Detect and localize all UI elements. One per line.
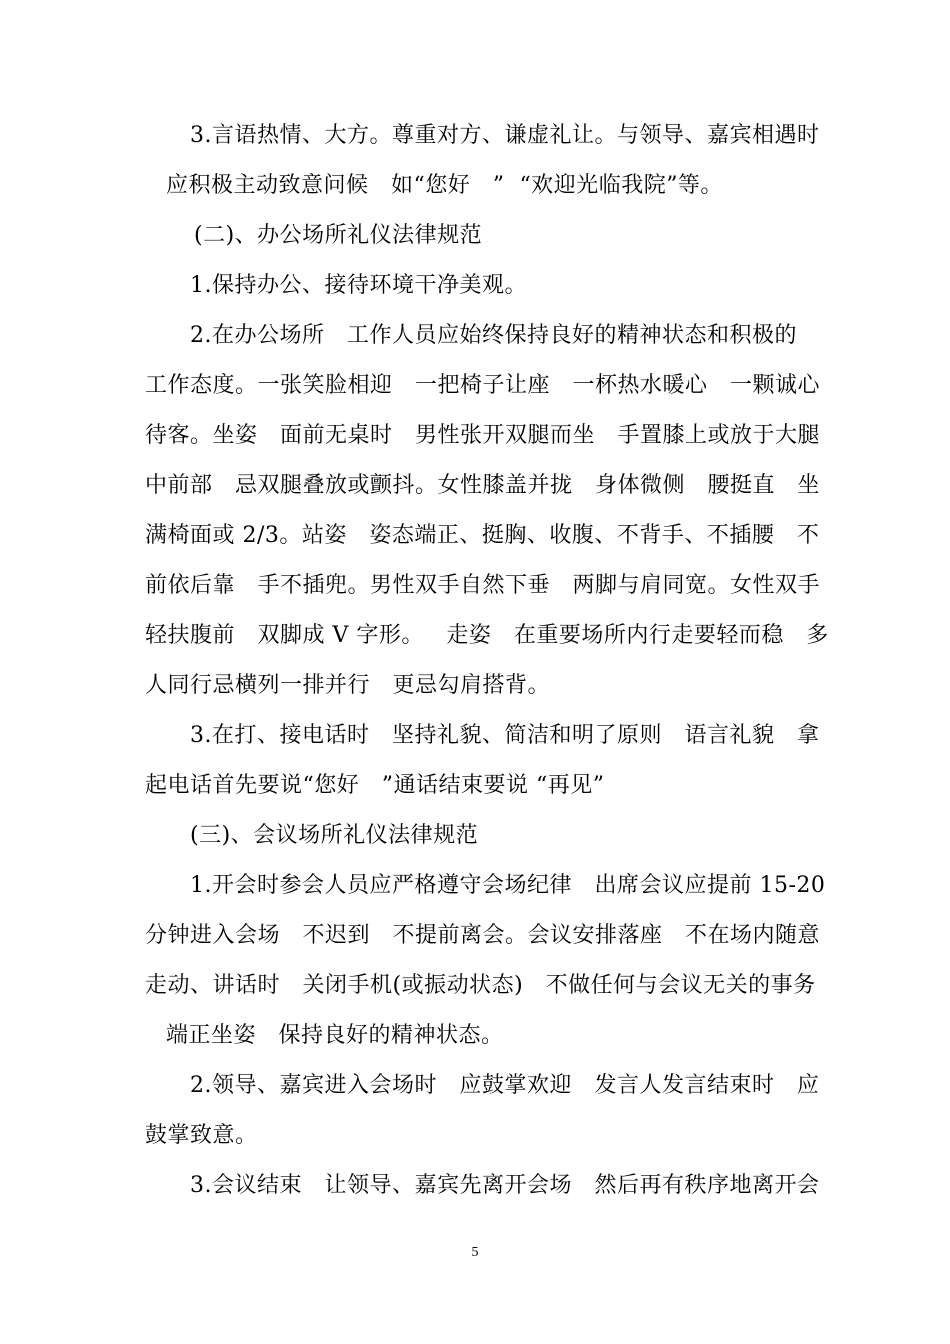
text-line: 分钟进入会场 不迟到 不提前离会。会议安排落座 不在场内随意: [145, 923, 820, 948]
text-line: 应积极主动致意问候 如“您好 ” “欢迎光临我院”等。: [166, 173, 723, 198]
section-heading: (三)、会议场所礼仪法律规范: [190, 823, 479, 848]
text-line: 中前部 忌双腿叠放或颤抖。女性膝盖并拢 身体微侧 腰挺直 坐: [145, 473, 820, 498]
text-line: 2.领导、嘉宾进入会场时 应鼓掌欢迎 发言人发言结束时 应: [190, 1073, 820, 1098]
text-line: 3.会议结束 让领导、嘉宾先离开会场 然后再有秩序地离开会: [190, 1173, 820, 1198]
text-line: 起电话首先要说“您好 ”通话结束要说 “再见”: [145, 773, 605, 798]
text-line: 1.开会时参会人员应严格遵守会场纪律 出席会议应提前 15-20: [190, 873, 826, 898]
page-number: 5: [471, 1245, 479, 1260]
text-line: 待客。坐姿 面前无桌时 男性张开双腿而坐 手置膝上或放于大腿: [145, 423, 820, 448]
text-line: 端正坐姿 保持良好的精神状态。: [166, 1023, 504, 1048]
text-line: 1.保持办公、接待环境干净美观。: [190, 273, 527, 298]
text-line: 工作态度。一张笑脸相迎 一把椅子让座 一杯热水暖心 一颗诚心: [145, 373, 820, 398]
text-line: 轻扶腹前 双脚成 V 字形。 走姿 在重要场所内行走要轻而稳 多: [145, 623, 829, 648]
text-line: 鼓掌致意。: [145, 1123, 258, 1148]
text-line: 走动、讲话时 关闭手机(或振动状态) 不做任何与会议无关的事务: [145, 973, 816, 998]
text-line: 人同行忌横列一排并行 更忌勾肩搭背。: [145, 673, 550, 698]
text-line: 2.在办公场所 工作人员应始终保持良好的精神状态和积极的: [190, 323, 797, 348]
text-line: 3.言语热情、大方。尊重对方、谦虚礼让。与领导、嘉宾相遇时: [190, 123, 820, 148]
text-line: 3.在打、接电话时 坚持礼貌、简洁和明了原则 语言礼貌 拿: [190, 723, 820, 748]
section-heading: (二)、办公场所礼仪法律规范: [194, 223, 483, 248]
text-line: 满椅面或 2/3。站姿 姿态端正、挺胸、收腹、不背手、不插腰 不: [145, 523, 820, 548]
text-line: 前依后靠 手不插兜。男性双手自然下垂 两脚与肩同宽。女性双手: [145, 573, 820, 598]
